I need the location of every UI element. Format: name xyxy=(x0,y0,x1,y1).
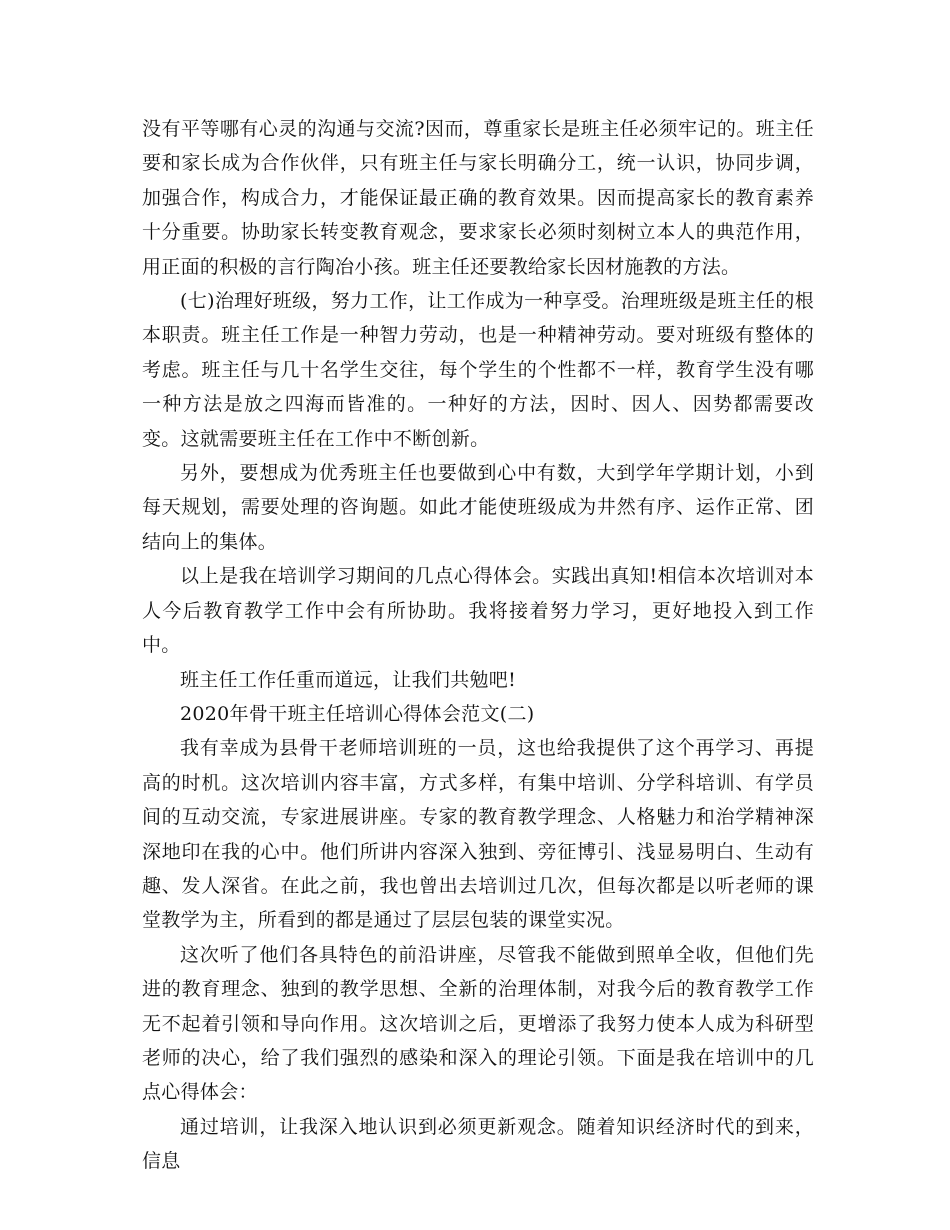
paragraph-6: 我有幸成为县骨干老师培训班的一员，这也给我提供了这个再学习、再提高的时机。这次培训内容丰富，方式多样，有集中培训、分学科培训、有学员间的互动交流，专家进展讲座。专家的教育教学理念、人格魅力和治学精神深深地印在我的心中。他们所讲内容深入独到、旁征博引、浅显易明白、生动有趣、发人深省。在此之前，我也曾出去培训过几次，但每次都是以听老师的课堂教学为主，所看到的都是通过了层层包装的课堂实况。 xyxy=(142,737,814,932)
paragraph-7: 这次听了他们各具特色的前沿讲座，尽管我不能做到照单全收，但他们先进的教育理念、独到的教学思想、全新的治理体制，对我今后的教育教学工作无不起着引领和导向作用。这次培训之后，更增添了我努力使本人成为科研型老师的决心，给了我们强烈的感染和深入的理论引领。下面是我在培训中的几点心得体会： xyxy=(142,943,814,1104)
paragraph-8: 通过培训，让我深入地认识到必须更新观念。随着知识经济时代的到来，信息 xyxy=(142,1115,814,1173)
paragraph-2: (七)治理好班级，努力工作，让工作成为一种享受。治理班级是班主任的根本职责。班主任工作是一种智力劳动，也是一种精神劳动。要对班级有整体的考虑。班主任与几十名学生交往，每个学生的个性都不一样，教育学生没有哪一种方法是放之四海而皆准的。一种好的方法，因时、因人、因势都需要改变。这就需要班主任在工作中不断创新。 xyxy=(142,290,814,450)
section-heading: 2020年骨干班主任培训心得体会范文(二) xyxy=(180,702,535,725)
paragraph-1: 没有平等哪有心灵的沟通与交流?因而，尊重家长是班主任必须牢记的。班主任要和家长成为合作伙伴，只有班主任与家长明确分工，统一认识，协同步调，加强合作，构成合力，才能保证最正确的教育效果。因而提高家长的教育素养十分重要。协助家长转变教育观念，要求家长必须时刻树立本人的典范作用，用正面的积极的言行陶冶小孩。班主任还要教给家长因材施教的方法。 xyxy=(142,118,814,278)
paragraph-4: 以上是我在培训学习期间的几点心得体会。实践出真知!相信本次培训对本人今后教育教学工作中会有所协助。我将接着努力学习，更好地投入到工作中。 xyxy=(142,565,814,657)
paragraph-5: 班主任工作任重而道远，让我们共勉吧! xyxy=(180,668,517,691)
document-body xyxy=(142,112,814,1179)
paragraph-3: 另外，要想成为优秀班主任也要做到心中有数，大到学年学期计划，小到每天规划，需要处理的咨询题。如此才能使班级成为井然有序、运作正常、团结向上的集体。 xyxy=(142,462,814,553)
